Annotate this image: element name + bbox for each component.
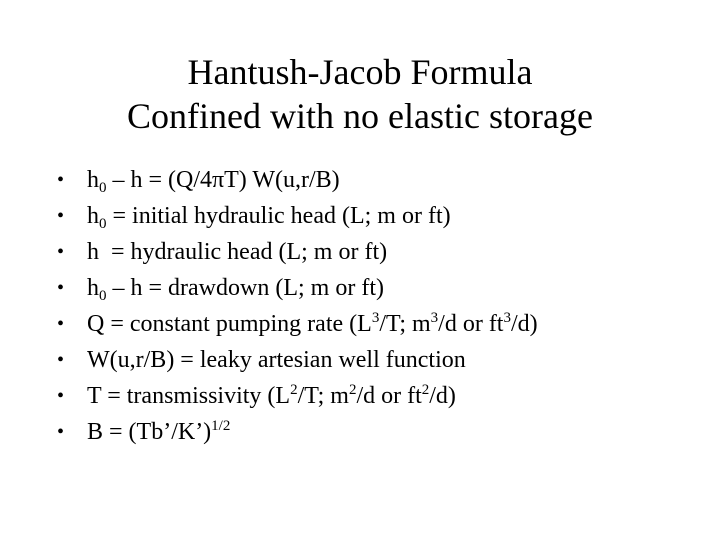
text-segment: W(u,r/B) = leaky artesian well function [87, 347, 466, 373]
bullet-dot-icon: • [57, 313, 65, 335]
text-segment: /d or ft [356, 383, 422, 409]
bullet-dot-icon: • [57, 421, 65, 443]
subscript: 0 [99, 288, 107, 304]
bullet-text [87, 234, 387, 270]
text-segment: h = hydraulic head (L; m or ft) [87, 239, 388, 265]
text-segment: /d) [510, 311, 538, 337]
text-segment: /d) [429, 383, 456, 409]
text-segment: = initial hydraulic head (L; m or ft) [106, 203, 451, 229]
text-segment: T = transmissivity (L [87, 383, 291, 409]
superscript: 2 [290, 382, 298, 398]
text-segment: h [87, 203, 99, 229]
title-line-2: Confined with no elastic storage [127, 96, 593, 136]
bullet-dot-icon: • [57, 277, 65, 299]
superscript: 3 [503, 310, 511, 326]
bullet-text [87, 306, 538, 342]
bullet-dot-icon: • [57, 169, 65, 191]
subscript: 0 [99, 180, 107, 196]
text-segment: B = (Tb’/K’) [87, 419, 212, 445]
title-line-1: Hantush-Jacob Formula [187, 52, 533, 92]
text-segment: – h = drawdown (L; m or ft) [106, 275, 384, 301]
superscript: 3 [371, 310, 380, 326]
bullet-text [87, 198, 451, 234]
superscript: 1/2 [211, 418, 231, 434]
slide-title [0, 50, 720, 138]
bullet-text [87, 342, 466, 378]
text-segment: /T; m [379, 311, 431, 337]
bullet-text [87, 414, 230, 450]
superscript: 2 [348, 382, 357, 398]
bullet-text [87, 270, 384, 306]
text-segment: h [87, 167, 99, 193]
superscript: 2 [421, 382, 430, 398]
bullet-dot-icon: • [57, 205, 65, 227]
bullet-text [87, 162, 340, 198]
text-segment: /T; m [297, 383, 349, 409]
bullet-dot-icon: • [57, 241, 65, 263]
text-segment: Q = constant pumping rate (L [87, 311, 372, 337]
text-segment: h [87, 275, 99, 301]
bullet-dot-icon: • [57, 385, 65, 407]
superscript: 3 [430, 310, 439, 326]
text-segment: /d or ft [438, 311, 504, 337]
text-segment: – h = (Q/4πT) W(u,r/B) [106, 167, 340, 193]
bullet-dot-icon: • [57, 349, 65, 371]
bullet-text [87, 378, 456, 414]
subscript: 0 [99, 216, 107, 232]
